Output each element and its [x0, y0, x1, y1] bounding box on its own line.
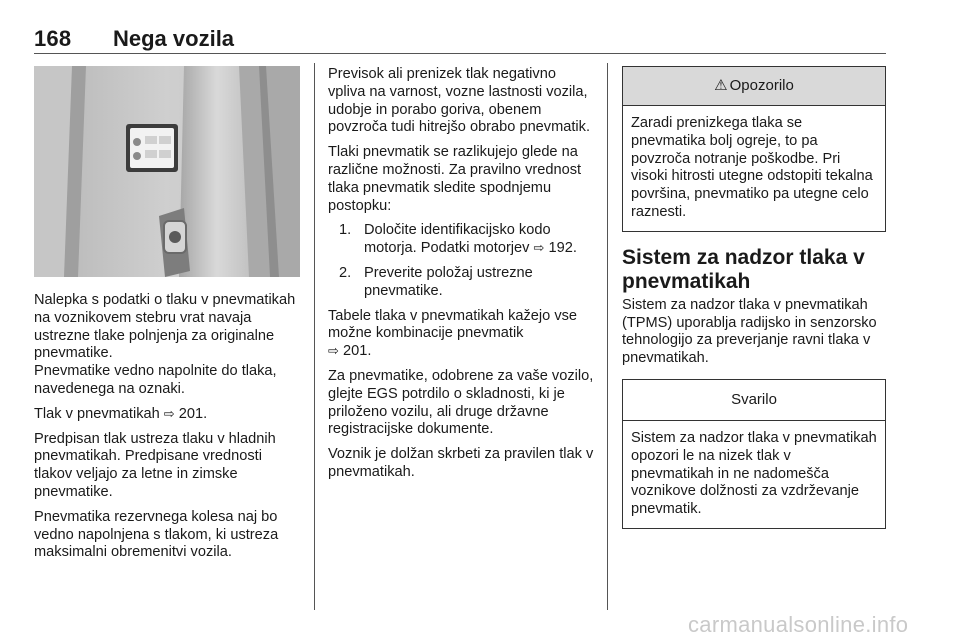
section-heading: Sistem za nadzor tlaka v pnevmatikah: [622, 245, 865, 293]
watermark: carmanualsonline.info: [688, 612, 909, 637]
paragraph-pressure-procedure: Tlaki pnevmatik se razlikujejo glede na različne možnosti. Za pravilno vrednost tlaka pnevmatik sledite spodnjemu postopku:: [328, 144, 582, 214]
door-pillar-label-photo: [34, 66, 300, 277]
notice-box-body: Sistem za nadzor tlaka v pnevmatikah opozori le na nizek tlak v pnevmatikah in ne nadomešča voznikove dolžnosti za vzdrževanje pnevmatik.: [631, 429, 877, 518]
warning-box-header: ⚠ Opozorilo: [623, 67, 885, 106]
warning-triangle-icon: ⚠: [714, 76, 728, 95]
paragraph-pressure-tables: Tabele tlaka v pnevmatikah kažejo vse možne kombinacije pnevmatik ⇨ 201.: [328, 307, 578, 360]
notice-box: [622, 379, 886, 529]
section-title: Nega vozila: [113, 26, 235, 51]
column-3: [622, 66, 886, 529]
warning-box-body: Zaradi prenizkega tlaka se pnevmatika bolj ogreje, to pa povzroča notranje poškodbe. Pri visoki hitrosti utegne odstopiti tekalna površina, pnevmatiko pa utegne celo raznesti.: [631, 115, 873, 220]
paragraph-cold-tyres: Predpisan tlak ustreza tlaku v hladnih pnevmatikah. Predpisane vrednosti tlakov veljajo za letne in zimske pnevmatike.: [34, 430, 276, 500]
column-divider-2: [607, 63, 608, 610]
paragraph-spare-wheel: Pnevmatika rezervnega kolesa naj bo vedno napolnjena s tlakom, ki ustreza maksimalni obremenitvi vozila.: [34, 508, 279, 561]
page-reference-icon: ⇨: [328, 344, 339, 360]
column-divider-1: [314, 63, 315, 610]
column-1: [34, 292, 300, 569]
column-2: [328, 66, 596, 489]
page-number: 168: [34, 26, 72, 51]
procedure-steps: [328, 222, 596, 300]
list-item: 2. Preverite položaj ustrezne pnevmatike.: [339, 264, 533, 299]
paragraph-driver-responsibility: Voznik je dolžan skrbeti za pravilen tlak v pnevmatikah.: [328, 446, 594, 480]
header-rule: [34, 53, 886, 54]
paragraph-tpms: Sistem za nadzor tlaka v pnevmatikah (TPMS) uporablja radijsko in senzorsko tehnologijo za preverjanje ravni tlaka v pnevmatikah.: [622, 296, 877, 367]
page-reference-icon: ⇨: [533, 241, 545, 257]
paragraph-pressure-effects: Previsok ali prenizek tlak negativno vpliva na varnost, vozne lastnosti vozila, udobje in porabo goriva, obenem povzroča tudi hitrejšo obrabo pnevmatik.: [328, 66, 591, 136]
photo-caption: Nalepka s podatki o tlaku v pnevmatikah na voznikovem stebru vrat navaja ustrezne tlake polnjenja za originalne pnevmatike. Pnevmatike vedno napolnite do tlaka, navedenega na oznaki.: [34, 292, 296, 397]
paragraph-approved-tyres: Za pnevmatike, odobrene za vaše vozilo, glejte EGS potrdilo o skladnosti, ki je priloženo vozilu, ali druge državne registracijske dokumente.: [328, 367, 594, 438]
notice-box-header: Svarilo: [623, 380, 885, 421]
page-reference-icon: ⇨: [163, 406, 175, 422]
warning-box: [622, 66, 886, 232]
list-item: 1. Določite identifikacijsko kodo motorja. Podatki motorjev ⇨ 192.: [339, 222, 577, 257]
pressure-reference: Tlak v pnevmatikah ⇨ 201.: [34, 405, 208, 422]
